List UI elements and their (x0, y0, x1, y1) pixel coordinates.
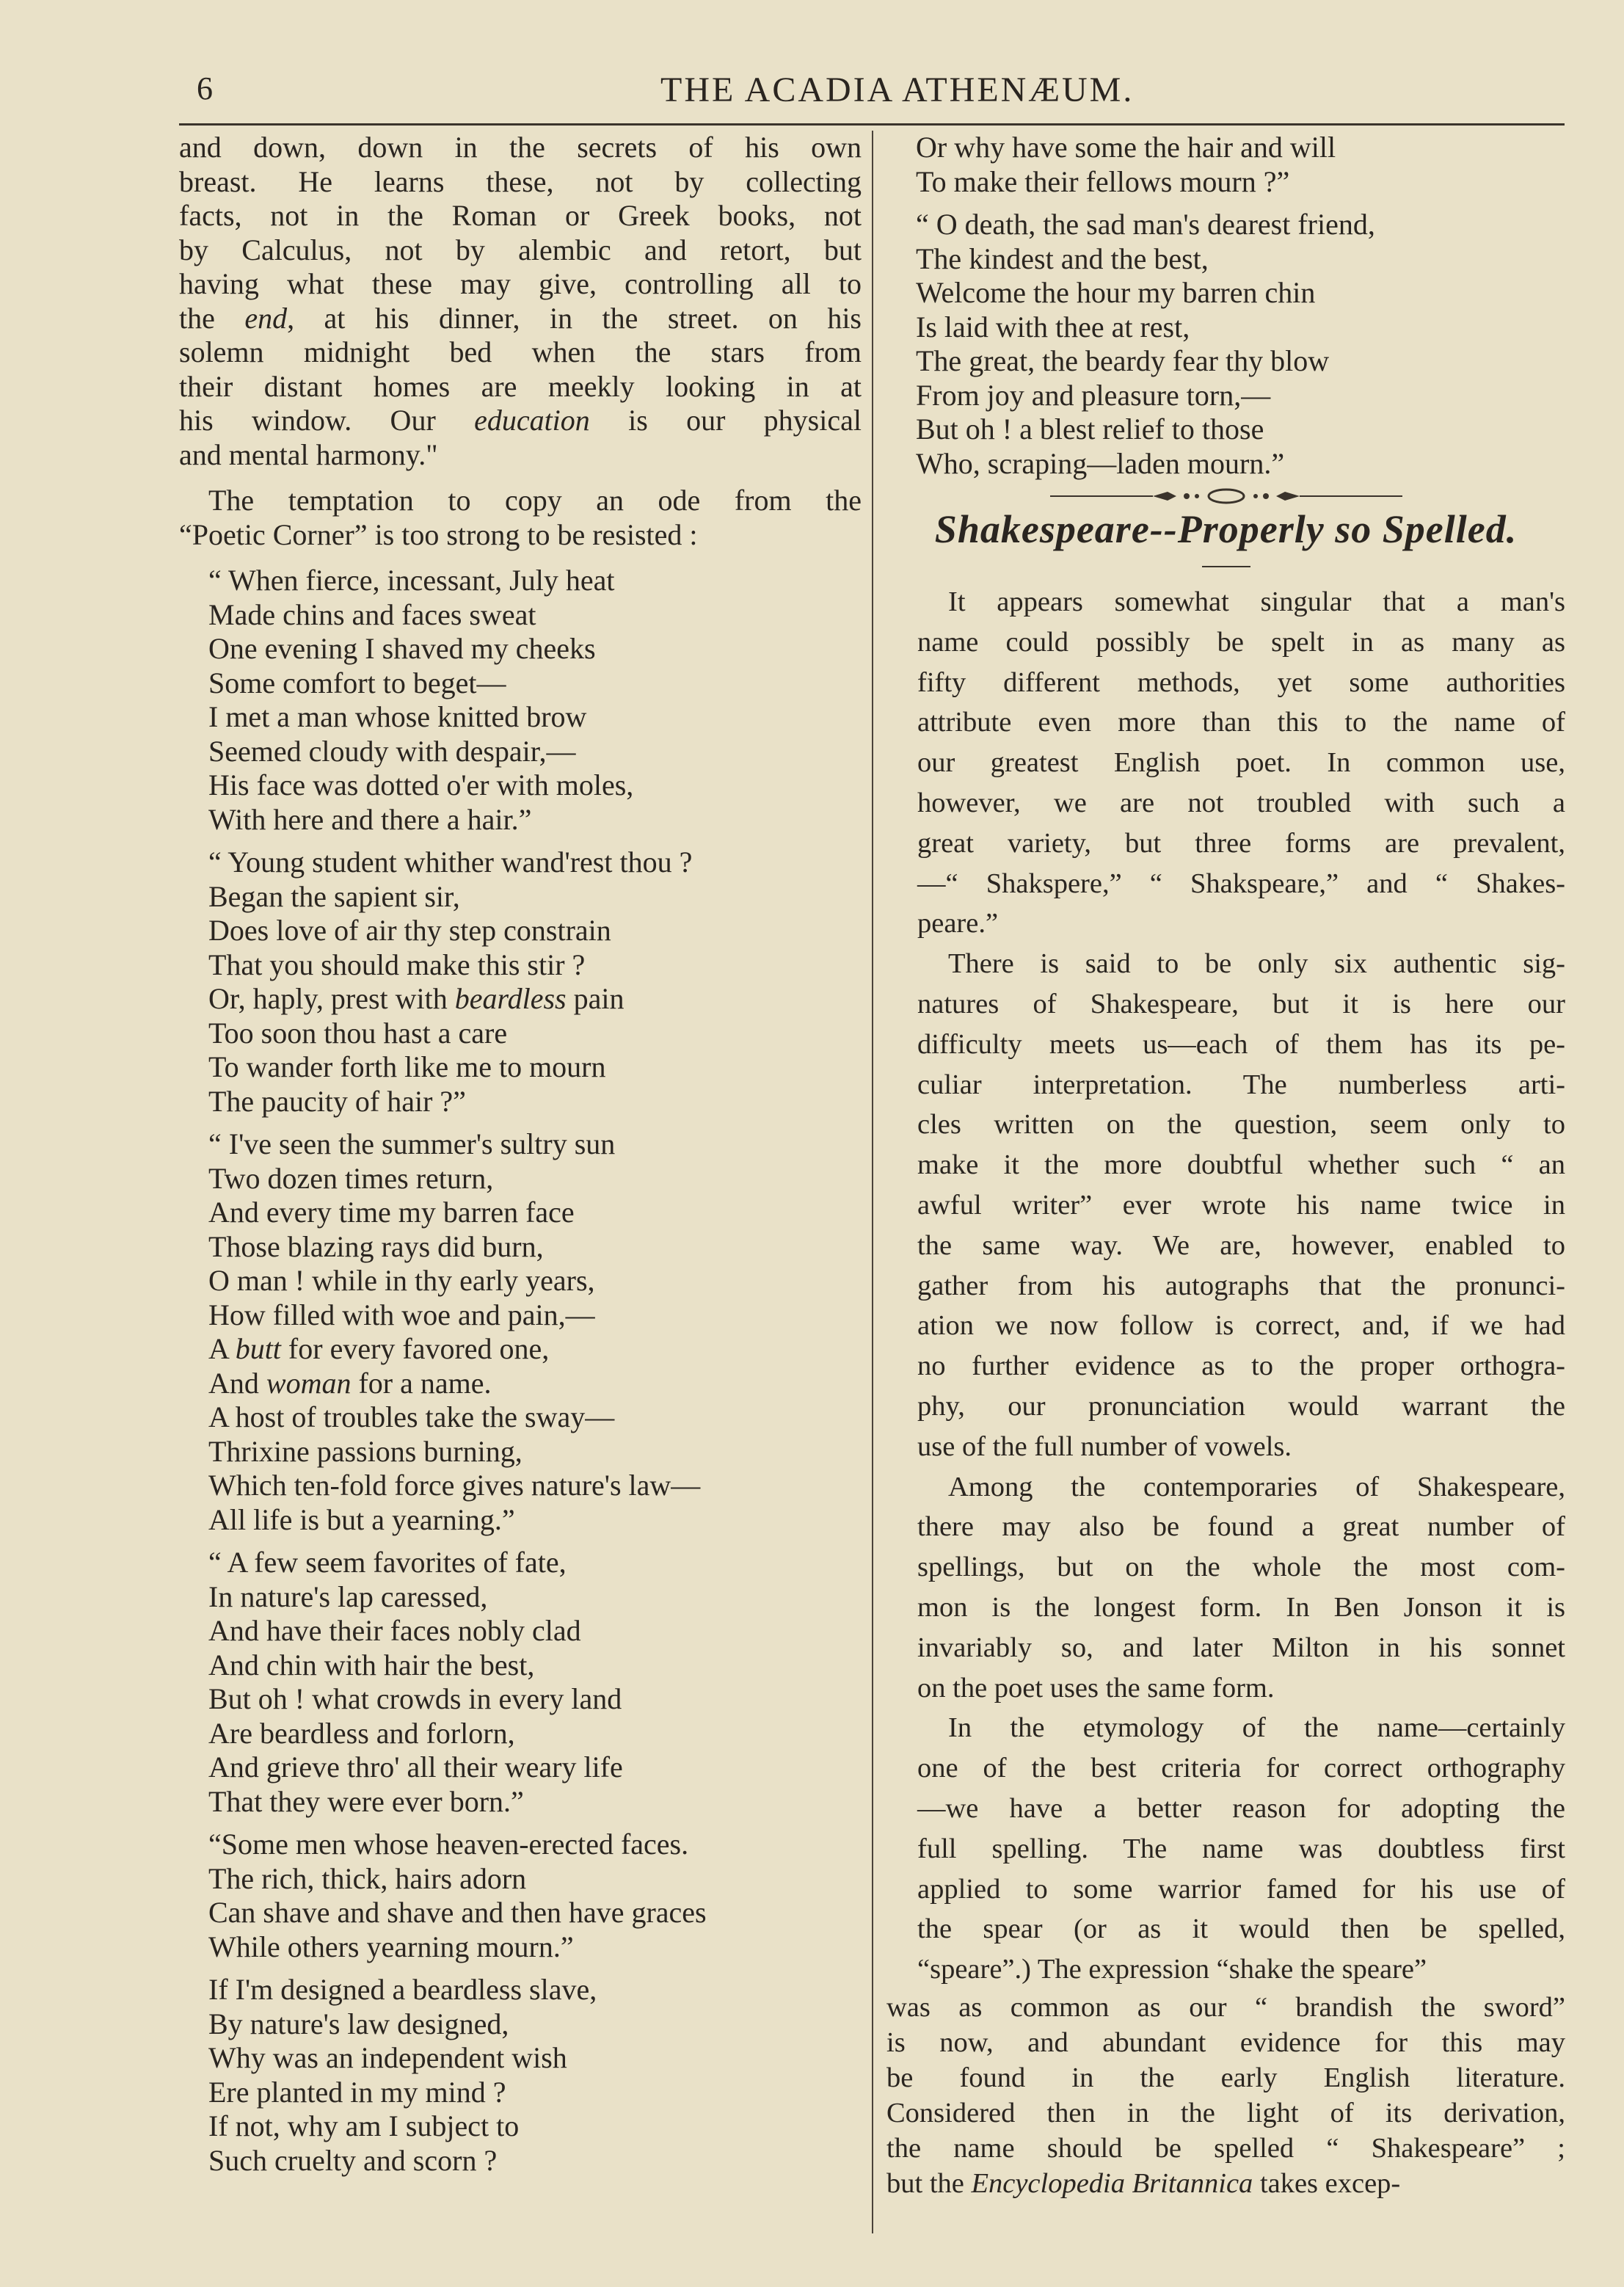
text-line: great variety, but three forms are prevalent, (917, 827, 1565, 859)
poem-line: Thrixine passions burning, (208, 1434, 522, 1468)
text-line: the end, at his dinner, in the street. on his (179, 301, 862, 335)
text-line: no further evidence as to the proper orthogra- (917, 1350, 1565, 1382)
text-line: invariably so, and later Milton in his sonnet (917, 1632, 1565, 1663)
text-line: was as common as our “ brandish the sword” (886, 1991, 1565, 2023)
poem-line: A butt for every favored one, (208, 1332, 550, 1365)
text-line: fifty different methods, yet some authorities (917, 666, 1565, 698)
poem-line: But oh ! a blest relief to those (916, 412, 1264, 446)
article-paragraph (886, 944, 1565, 1466)
poem-line: Are beardless and forlorn, (208, 1716, 515, 1750)
poem-stanza (916, 131, 1565, 199)
article-title: Shakespeare--Properly so Spelled. (934, 507, 1518, 551)
poem-line: Which ten-fold force gives nature's law— (208, 1469, 701, 1502)
poem-line: O man ! while in thy early years, (208, 1264, 595, 1297)
poem-line: The rich, thick, hairs adorn (208, 1861, 527, 1895)
text-line: is now, and abundant evidence for this may (886, 2026, 1565, 2058)
text-line: name could possibly be spelt in as many as (917, 626, 1565, 658)
text-line: In the etymology of the name—certainly (948, 1712, 1565, 1744)
poem-line: That you should make this stir ? (208, 948, 586, 981)
poem-line: While others yearning mourn.” (208, 1930, 574, 1963)
ornament-icon (1050, 485, 1402, 507)
article-paragraph (886, 582, 1565, 944)
poem-line: To make their fellows mourn ?” (916, 164, 1290, 198)
poem-line: Too soon thou hast a care (208, 1016, 508, 1050)
poem-stanza (916, 208, 1565, 481)
poem-line: The paucity of hair ?” (208, 1084, 466, 1118)
text-line: “speare”.) The expression “shake the speare” (917, 1954, 1427, 1985)
text-line: our greatest English poet. In common use, (917, 747, 1565, 779)
poem-line: “ I've seen the summer's sultry sun (208, 1127, 616, 1160)
poem-line: To wander forth like me to mourn (208, 1050, 606, 1083)
text-line: having what these may give, controlling all to (179, 267, 862, 300)
text-line: make it the more doubtful whether such “ an (917, 1149, 1565, 1181)
right-column (886, 131, 1565, 2201)
poem-line: Made chins and faces sweat (208, 597, 536, 631)
poem-stanza (208, 564, 862, 837)
text-line: one of the best criteria for correct orthography (917, 1753, 1565, 1784)
text-line: but the Encyclopedia Britannica takes excep- (886, 2167, 1401, 2199)
poem-line: The great, the beardy fear thy blow (916, 344, 1330, 377)
poem-line: The kindest and the best, (916, 241, 1209, 275)
poem-line: How filled with woe and pain,— (208, 1298, 595, 1331)
poem-stanza (208, 1973, 862, 2178)
poem-line: One evening I shaved my cheeks (208, 632, 596, 665)
poem-line: If not, why am I subject to (208, 2109, 520, 2142)
running-title: THE ACADIA ATHENÆUM. (660, 70, 1135, 109)
title-rule (1202, 566, 1250, 567)
poem-line: Some comfort to beget— (208, 666, 506, 699)
text-line: applied to some warrior famed for his use of (917, 1873, 1565, 1905)
page-number: 6 (197, 70, 213, 106)
text-line: the spear (or as it would then be spelled, (917, 1913, 1565, 1945)
poem-stanza (208, 1546, 862, 1819)
poem-line: And every time my barren face (208, 1196, 575, 1229)
text-line: awful writer” ever wrote his name twice in (917, 1189, 1565, 1221)
left-column (179, 131, 862, 2178)
poem-line: Does love of air thy step constrain (208, 914, 611, 947)
poem-line: And chin with hair the best, (208, 1648, 535, 1681)
article-paragraph (886, 1708, 1565, 1990)
poem-line: “ O death, the sad man's dearest friend, (916, 208, 1375, 241)
text-line: phy, our pronunciation would warrant the (917, 1390, 1565, 1422)
text-line: full spelling. The name was doubtless first (917, 1833, 1565, 1864)
header-rule (179, 123, 1565, 126)
article-paragraph (886, 1467, 1565, 1709)
text-line: the name should be spelled “ Shakespeare” ; (886, 2132, 1565, 2164)
text-line: solemn midnight bed when the stars from (179, 335, 862, 368)
text-line: mon is the longest form. In Ben Jonson it is (917, 1591, 1565, 1623)
poem-stanza (208, 1127, 862, 1537)
poem-line: With here and there a hair.” (208, 802, 532, 836)
poem-line: Two dozen times return, (208, 1161, 494, 1195)
poem-line: By nature's law designed, (208, 2007, 509, 2040)
poem-line: In nature's lap caressed, (208, 1579, 488, 1613)
text-line: by Calculus, not by alembic and retort, but (179, 233, 862, 266)
poem-line: Or why have some the hair and will (916, 131, 1336, 164)
poem-line: “Some men whose heaven-erected faces. (208, 1828, 689, 1861)
text-line: and down, down in the secrets of his own (179, 131, 862, 164)
text-line: The temptation to copy an ode from the (208, 484, 862, 517)
text-line: “Poetic Corner” is too strong to be resisted : (179, 517, 698, 551)
article-paragraph-continued (886, 1990, 1565, 2201)
text-line: breast. He learns these, not by collecting (179, 164, 862, 198)
poem-line: Or, haply, prest with beardless pain (208, 982, 625, 1015)
poem-line: All life is but a yearning.” (208, 1502, 515, 1536)
poem-line: And woman for a name. (208, 1366, 492, 1400)
poem-line: Seemed cloudy with despair,— (208, 734, 576, 768)
column-divider (872, 131, 873, 2233)
poem-stanza (208, 846, 862, 1119)
intro-paragraph (179, 131, 862, 472)
temptation-paragraph (179, 484, 862, 552)
text-line: his window. Our education is our physical (179, 404, 862, 437)
page-header (0, 0, 1624, 125)
poem-line: Such cruelty and scorn ? (208, 2143, 498, 2177)
text-line: gather from his autographs that the pronunci- (917, 1270, 1565, 1301)
poem-line: And have their faces nobly clad (208, 1614, 581, 1647)
poem-line: And grieve thro' all their weary life (208, 1750, 623, 1784)
text-line: natures of Shakespeare, but it is here our (917, 988, 1565, 1019)
text-line: Among the contemporaries of Shakespeare, (948, 1471, 1565, 1502)
poem-line: His face was dotted o'er with moles, (208, 768, 634, 801)
ode-poem-continued (886, 131, 1565, 481)
poem-stanza (208, 1828, 862, 1964)
ornamental-divider (886, 481, 1565, 506)
text-line: attribute even more than this to the name of (917, 707, 1565, 738)
text-line: be found in the early English literature. (886, 2062, 1565, 2093)
poem-line: Those blazing rays did burn, (208, 1229, 544, 1263)
text-line: ation we now follow is correct, and, if we had (917, 1310, 1565, 1342)
text-line: Considered then in the light of its derivation, (886, 2097, 1565, 2128)
text-line: the same way. We are, however, enabled to (917, 1229, 1565, 1261)
poem-line: From joy and pleasure torn,— (916, 378, 1271, 412)
poem-line: But oh ! what crowds in every land (208, 1682, 622, 1715)
poem-line: Began the sapient sir, (208, 879, 460, 913)
poem-line: Ere planted in my mind ? (208, 2075, 506, 2109)
text-line: their distant homes are meekly looking in at (179, 369, 862, 403)
text-line: facts, not in the Roman or Greek books, not (179, 199, 862, 232)
text-line: It appears somewhat singular that a man's (948, 586, 1565, 617)
text-line: —“ Shakspere,” “ Shakspeare,” and “ Shakes- (917, 868, 1565, 899)
poem-line: “ A few seem favorites of fate, (208, 1546, 567, 1579)
text-line: There is said to be only six authentic sig- (948, 948, 1565, 980)
text-line: there may also be found a great number of (917, 1511, 1565, 1543)
poem-line: If I'm designed a beardless slave, (208, 1973, 597, 2006)
text-line: peare.” (917, 908, 999, 939)
text-line: difficulty meets us—each of them has its pe- (917, 1028, 1565, 1060)
text-line: culiar interpretation. The numberless arti- (917, 1069, 1565, 1100)
poem-line: Is laid with thee at rest, (916, 310, 1190, 343)
text-line: —we have a better reason for adopting the (917, 1792, 1565, 1824)
poem-line: Can shave and shave and then have graces (208, 1896, 707, 1929)
text-line: however, we are not troubled with such a (917, 787, 1565, 818)
ode-poem (179, 564, 862, 2178)
poem-line: Welcome the hour my barren chin (916, 276, 1316, 309)
text-line: use of the full number of vowels. (917, 1430, 1292, 1462)
text-line: and mental harmony." (179, 437, 438, 471)
text-line: spellings, but on the whole the most com- (917, 1552, 1565, 1583)
text-line: cles written on the question, seem only to (917, 1109, 1565, 1141)
poem-line: “ When fierce, incessant, July heat (208, 564, 615, 597)
poem-line: I met a man whose knitted brow (208, 700, 587, 733)
poem-line: “ Young student whither wand'rest thou ? (208, 846, 693, 879)
poem-line: Why was an independent wish (208, 2041, 567, 2074)
poem-line: Who, scraping—laden mourn.” (916, 446, 1285, 480)
poem-line: That they were ever born.” (208, 1784, 524, 1818)
text-line: on the poet uses the same form. (917, 1672, 1275, 1704)
poem-line: A host of troubles take the sway— (208, 1400, 615, 1433)
